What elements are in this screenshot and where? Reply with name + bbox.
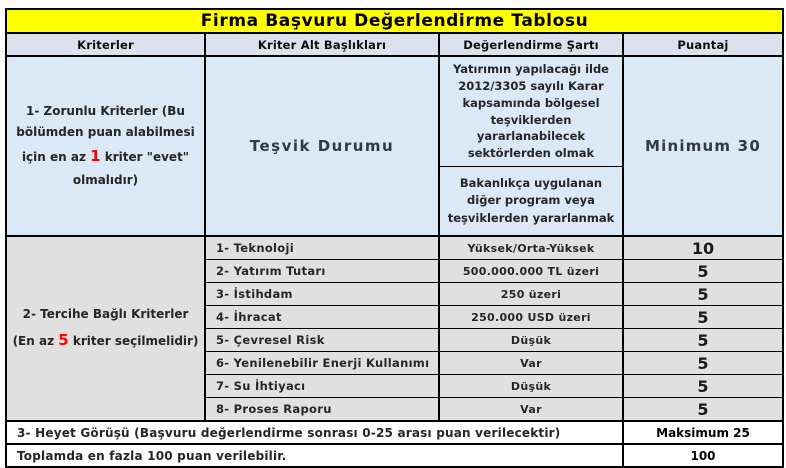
header-degerlendirme-sarti: Değerlendirme Şartı [439, 33, 623, 56]
criterion-score: 5 [623, 260, 783, 283]
page-title: Firma Başvuru Değerlendirme Tablosu [6, 9, 783, 33]
committee-label: 3- Heyet Görüşü (Başvuru değerlendirme sonrası 0-25 arası puan verilecektir) [6, 421, 623, 444]
criterion-label: 6- Yenilenebilir Enerji Kullanımı [205, 352, 439, 375]
criterion-label: 5- Çevresel Risk [205, 329, 439, 352]
criterion-condition: 250.000 USD üzeri [439, 306, 623, 329]
condition1-text: Yatırımın yapılacağı ilde [452, 62, 609, 77]
criterion-condition: 250 üzeri [439, 283, 623, 306]
criterion-score: 5 [623, 329, 783, 352]
total-score: 100 [623, 444, 783, 467]
header-kriterler: Kriterler [6, 33, 205, 56]
table-wrapper [5, 8, 784, 468]
condition1-tail: sayılı Karar kapsamında bölgesel teşviklerden yararlanabilecek sektörlerden olmak [462, 79, 604, 160]
mandatory-section-row-1 [6, 56, 783, 167]
criterion-score: 5 [623, 352, 783, 375]
condition1-decree-number: 2012/3305 [458, 79, 527, 94]
incentive-condition-2: Bakanlıkça uygulanan diğer program veya teşviklerden yararlanmak [439, 167, 623, 237]
firm-application-evaluation-table [5, 8, 784, 468]
mandatory-label-tail: kriter "evet" olmalıdır) [72, 150, 190, 187]
criterion-score: 10 [623, 236, 783, 260]
criterion-score: 5 [623, 306, 783, 329]
criterion-condition: Var [439, 398, 623, 422]
optional-label-tail: kriter seçilmelidir) [68, 333, 199, 348]
title-row [6, 9, 783, 33]
optional-min-count: 5 [58, 330, 69, 349]
total-row [6, 444, 783, 467]
criterion-condition: Var [439, 352, 623, 375]
criterion-label: 4- İhracat [205, 306, 439, 329]
mandatory-label-text: 1- Zorunlu Kriterler (Bu bölümden puan alabilmesi için en az [16, 104, 195, 165]
mandatory-min-count: 1 [90, 147, 101, 166]
criterion-label: 1- Teknoloji [205, 236, 439, 260]
criterion-condition: Düşük [439, 375, 623, 398]
incentive-status-cell: Teşvik Durumu [205, 56, 439, 236]
criterion-score: 5 [623, 283, 783, 306]
criterion-score: 5 [623, 398, 783, 422]
mandatory-score-cell: Minimum 30 [623, 56, 783, 236]
criterion-score: 5 [623, 375, 783, 398]
optional-criteria-row [6, 236, 783, 260]
mandatory-section-label [6, 56, 205, 236]
criterion-label: 7- Su İhtiyacı [205, 375, 439, 398]
total-label: Toplamda en fazla 100 puan verilebilir. [6, 444, 623, 467]
criterion-condition: Yüksek/Orta-Yüksek [439, 236, 623, 260]
header-kriter-alt-basliklari: Kriter Alt Başlıkları [205, 33, 439, 56]
criterion-condition: 500.000.000 TL üzeri [439, 260, 623, 283]
incentive-condition-1 [439, 56, 623, 167]
committee-score: Maksimum 25 [623, 421, 783, 444]
committee-row [6, 421, 783, 444]
header-puantaj: Puantaj [623, 33, 783, 56]
header-row [6, 33, 783, 56]
criterion-condition: Düşük [439, 329, 623, 352]
criterion-label: 2- Yatırım Tutarı [205, 260, 439, 283]
optional-label-text: 2- Tercihe Bağlı Kriterler (En az [12, 306, 189, 348]
criterion-label: 3- İstihdam [205, 283, 439, 306]
optional-section-label [6, 236, 205, 421]
criterion-label: 8- Proses Raporu [205, 398, 439, 422]
